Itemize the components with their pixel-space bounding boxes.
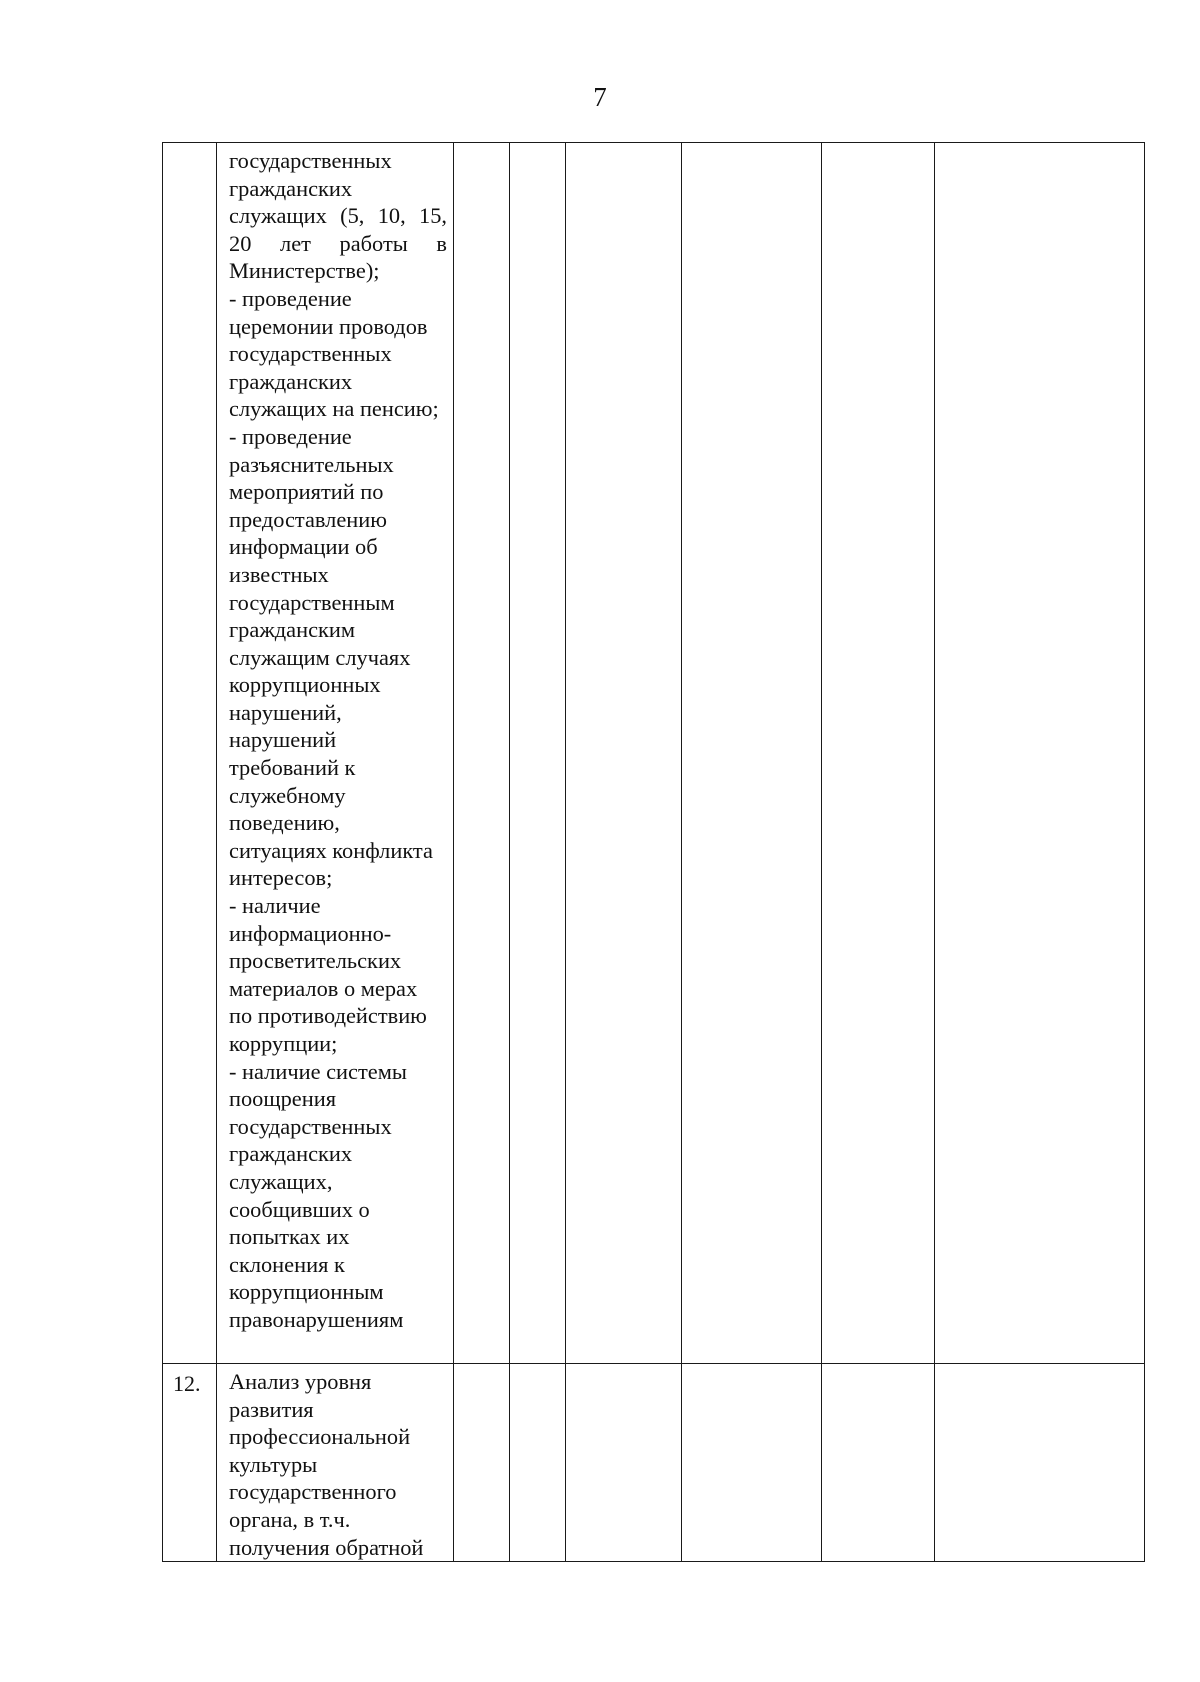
- measures-table: [162, 142, 1145, 1562]
- description-line: профессиональной: [229, 1424, 411, 1450]
- description-line: получения обратной: [229, 1534, 424, 1560]
- measure-description: [217, 143, 453, 1334]
- description-line: требований к: [229, 755, 356, 781]
- description-line: гражданских: [229, 368, 353, 394]
- description-line: коррупции;: [229, 1031, 338, 1056]
- description-line: 20 лет работы в: [229, 230, 447, 256]
- description-line: государственного: [229, 1479, 397, 1505]
- row-number-cell: 12.: [163, 1364, 217, 1562]
- empty-cell: [682, 1364, 822, 1562]
- page-number: 7: [593, 82, 607, 112]
- description-line: церемонии проводов: [229, 313, 428, 339]
- description-line: органа, в т.ч.: [229, 1506, 351, 1532]
- description-line: поощрения: [229, 1086, 337, 1112]
- row-number-cell: [163, 143, 217, 1364]
- empty-cell: [454, 143, 510, 1364]
- empty-cell: [566, 143, 682, 1364]
- description-line: нарушений,: [229, 699, 342, 725]
- description-line: гражданским: [229, 617, 356, 643]
- description-line: Министерстве);: [229, 258, 380, 284]
- empty-cell: [935, 143, 1145, 1364]
- measure-description-cell: [217, 1364, 454, 1562]
- description-line: интересов;: [229, 865, 333, 891]
- empty-cell: [935, 1364, 1145, 1562]
- description-line: служащих,: [229, 1168, 333, 1194]
- empty-cell: [566, 1364, 682, 1562]
- empty-cell: [454, 1364, 510, 1562]
- description-line: служащих (5, 10, 15,: [229, 203, 447, 229]
- description-line: сообщивших о: [229, 1196, 370, 1222]
- description-line: служащих на пенсию;: [229, 396, 439, 422]
- description-line: информационно-: [229, 920, 392, 946]
- empty-cell: [510, 143, 566, 1364]
- empty-cell: [822, 1364, 935, 1562]
- description-line: государственных: [229, 148, 392, 173]
- description-line: просветительских: [229, 948, 402, 974]
- description-line: государственным: [229, 589, 395, 615]
- description-line: коррупционных: [229, 672, 381, 698]
- description-line: склонения к: [229, 1251, 345, 1277]
- description-line: культуры: [229, 1451, 318, 1477]
- description-line: по противодействию: [229, 1003, 427, 1029]
- description-line: поведению,: [229, 810, 340, 836]
- description-line: нарушений: [229, 727, 337, 753]
- description-line: служащим случаях: [229, 644, 411, 670]
- description-line: попытках их: [229, 1224, 350, 1250]
- description-line: правонарушениям: [229, 1306, 404, 1332]
- description-line: - наличие системы: [229, 1058, 407, 1084]
- description-line: развития: [229, 1396, 314, 1422]
- measure-description: [217, 1364, 453, 1561]
- description-line: известных: [229, 561, 329, 587]
- description-line: ситуациях конфликта: [229, 837, 433, 863]
- description-line: информации об: [229, 534, 378, 560]
- description-line: разъяснительных: [229, 451, 394, 477]
- table-row: [163, 1364, 1145, 1562]
- empty-cell: [822, 143, 935, 1364]
- description-line: коррупционным: [229, 1279, 384, 1305]
- description-line: мероприятий по: [229, 479, 384, 505]
- table-row: [163, 143, 1145, 1364]
- empty-cell: [682, 143, 822, 1364]
- description-line: гражданских: [229, 1141, 353, 1167]
- description-line: государственных: [229, 341, 392, 367]
- description-line: - проведение: [229, 423, 352, 449]
- description-line: государственных: [229, 1113, 392, 1139]
- description-line: служебному: [229, 782, 346, 808]
- measure-description-cell: [217, 143, 454, 1364]
- description-line: - проведение: [229, 285, 352, 311]
- empty-cell: [510, 1364, 566, 1562]
- description-line: предоставлению: [229, 506, 387, 532]
- description-line: - наличие: [229, 893, 321, 919]
- description-line: материалов о мерах: [229, 975, 418, 1001]
- description-line: гражданских: [229, 175, 353, 201]
- description-line: Анализ уровня: [229, 1369, 372, 1394]
